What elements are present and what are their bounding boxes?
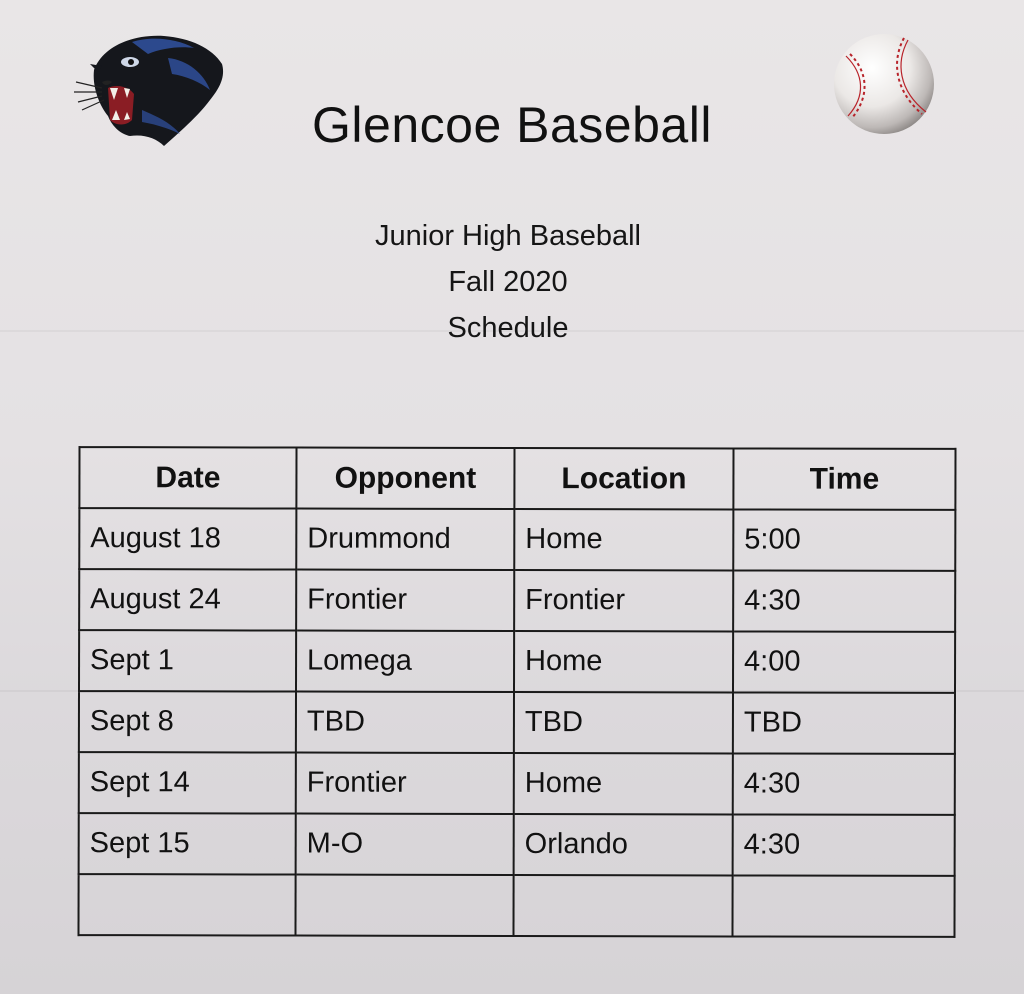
- cell-date: Sept 1: [79, 630, 296, 691]
- table-row: [79, 569, 955, 632]
- cell-location: Orlando: [514, 814, 733, 875]
- column-header-time: Time: [733, 448, 955, 509]
- cell-date: Sept 14: [79, 752, 296, 813]
- cell-opponent: Frontier: [296, 570, 514, 631]
- cell-location: TBD: [514, 692, 733, 753]
- cell-time: [732, 875, 954, 936]
- cell-opponent: TBD: [296, 692, 514, 753]
- cell-opponent: Frontier: [296, 753, 514, 814]
- cell-location: Frontier: [514, 570, 733, 631]
- table-row: [79, 752, 955, 815]
- cell-time: 4:30: [733, 814, 955, 875]
- cell-time: 4:30: [733, 570, 955, 631]
- cell-time: 4:00: [733, 631, 955, 692]
- cell-location: Home: [514, 753, 733, 814]
- cell-date: [78, 874, 295, 935]
- cell-date: Sept 8: [79, 691, 296, 752]
- table-header-row: [79, 447, 955, 510]
- column-header-opponent: Opponent: [296, 448, 514, 509]
- column-header-date: Date: [79, 447, 296, 508]
- cell-opponent: Lomega: [296, 631, 514, 692]
- table-row: [79, 630, 955, 693]
- table-row: [79, 691, 955, 754]
- table-row: [79, 508, 955, 571]
- cell-date: August 24: [79, 569, 296, 630]
- page-title: Glencoe Baseball: [312, 97, 712, 153]
- cell-opponent: [295, 875, 513, 936]
- cell-opponent: M-O: [296, 814, 514, 875]
- subtitle-program: Junior High Baseball: [375, 220, 641, 252]
- cell-opponent: Drummond: [296, 509, 514, 570]
- cell-location: Home: [514, 631, 733, 692]
- table-row: [79, 813, 955, 876]
- cell-time: 4:30: [733, 753, 955, 814]
- subtitle-schedule: Schedule: [447, 312, 569, 344]
- subtitle-season: Fall 2020: [448, 266, 568, 298]
- cell-time: TBD: [733, 692, 955, 753]
- column-header-location: Location: [514, 448, 733, 509]
- cell-date: August 18: [79, 508, 296, 569]
- table-row-empty: [78, 874, 954, 937]
- cell-date: Sept 15: [79, 813, 296, 874]
- cell-location: [513, 875, 732, 936]
- cell-time: 5:00: [733, 509, 955, 570]
- cell-location: Home: [514, 509, 733, 570]
- schedule-table: [77, 446, 956, 938]
